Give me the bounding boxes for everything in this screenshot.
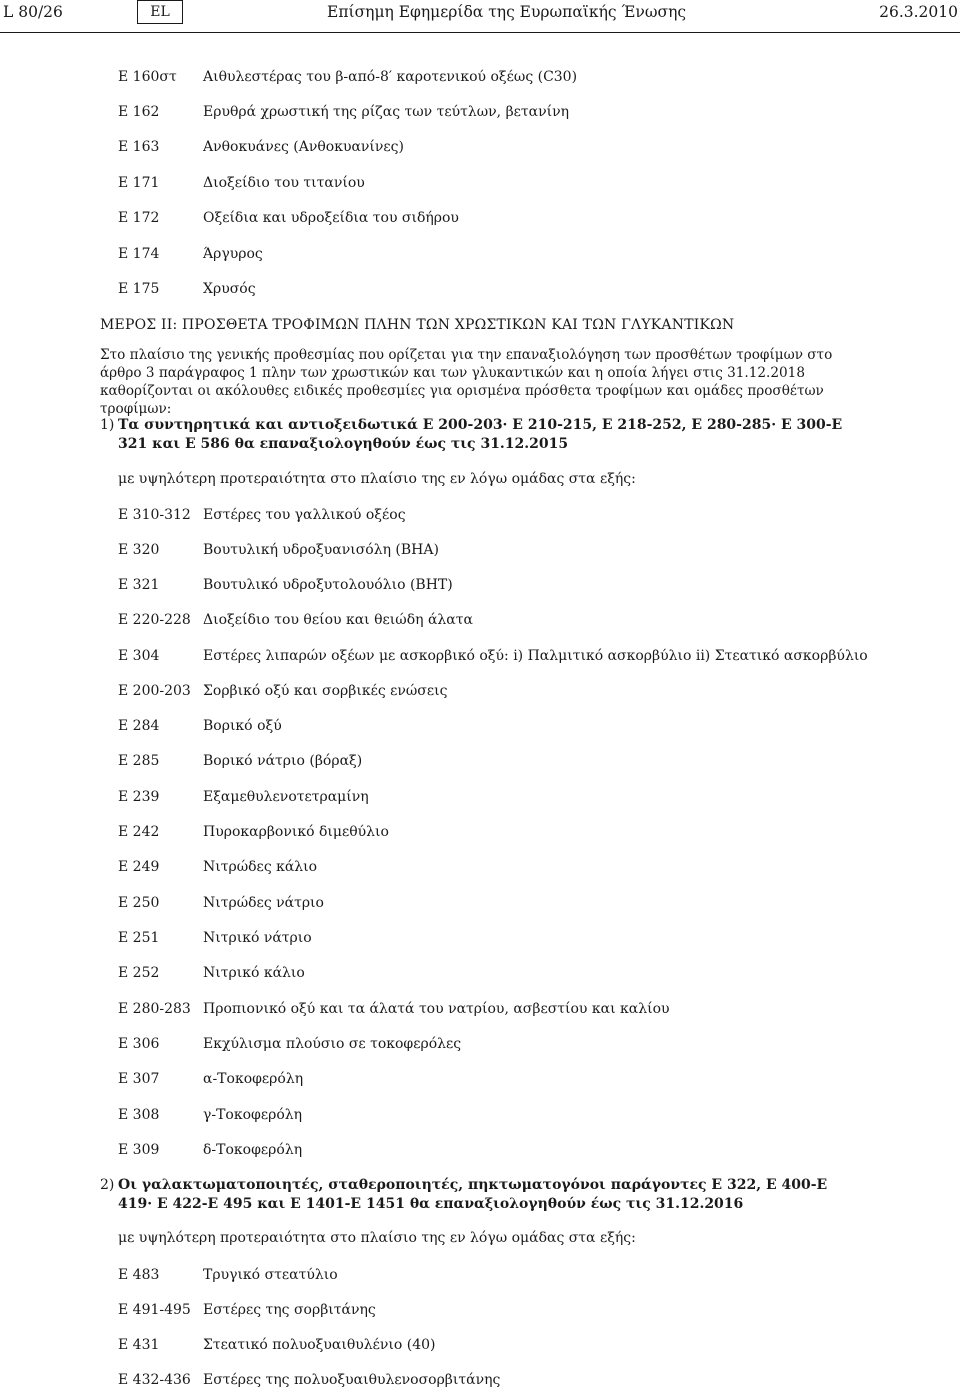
- priority-note: με υψηλότερη προτεραιότητα στο πλαίσιο της εν λόγω ομάδας στα εξής:: [118, 471, 636, 487]
- item-text: Τα συντηρητικά και αντιοξειδωτικά E 200-203· E 210-215, E 218-252, E 280-285· E 300-E 321 και E 586 θα επαναξιολογηθούν έως τις 31.12.2015: [118, 417, 843, 452]
- publication-date: 26.3.2010: [879, 3, 958, 21]
- additive-name: Εστέρες λιπαρών οξέων με ασκορβικό οξύ: i) Παλμιτικό ασκορβύλιο ii) Στεατικό ασκορβύλιο: [203, 648, 868, 664]
- additive-name: Ερυθρά χρωστική της ρίζας των τεύτλων, βετανίνη: [203, 104, 570, 120]
- additive-code: E 321: [118, 577, 160, 593]
- additive-name: δ-Τοκοφερόλη: [203, 1142, 303, 1158]
- additive-code: E 306: [118, 1036, 160, 1052]
- additive-code: E 491-495: [118, 1302, 191, 1318]
- additive-name: Τρυγικό στεατύλιο: [203, 1267, 338, 1283]
- additive-code: E 432-436: [118, 1372, 191, 1388]
- additive-code: E 285: [118, 753, 160, 769]
- additive-code: E 239: [118, 789, 160, 805]
- additive-name: Νιτρικό νάτριο: [203, 930, 312, 946]
- additive-name: α-Τοκοφερόλη: [203, 1071, 304, 1087]
- additive-code: E 310-312: [118, 507, 191, 523]
- item-number: 1): [100, 417, 115, 433]
- additive-code: E 483: [118, 1267, 160, 1283]
- additive-code: E 308: [118, 1107, 160, 1123]
- header-rule: [0, 32, 960, 33]
- additive-code: E 242: [118, 824, 160, 840]
- additive-code: E 320: [118, 542, 160, 558]
- additive-code: E 220-228: [118, 612, 191, 628]
- item-text: Οι γαλακτωματοποιητές, σταθεροποιητές, πηκτωματογόνοι παράγοντες E 322, E 400-E 419· E 422-E 495 και E 1401-E 1451 θα επαναξιολογηθούν έως τις 31.12.2016: [118, 1177, 828, 1212]
- additive-code: E 175: [118, 281, 160, 297]
- item-number: 2): [100, 1177, 115, 1193]
- additive-code: E 160στ: [118, 69, 177, 85]
- priority-note: με υψηλότερη προτεραιότητα στο πλαίσιο της εν λόγω ομάδας στα εξής:: [118, 1230, 636, 1246]
- additive-code: E 172: [118, 210, 160, 226]
- additive-code: E 251: [118, 930, 160, 946]
- additive-name: Στεατικό πολυοξυαιθυλένιο (40): [203, 1337, 436, 1353]
- additive-name: Διοξείδιο του θείου και θειώδη άλατα: [203, 612, 473, 628]
- additive-name: Βορικό νάτριο (βόραξ): [203, 753, 363, 769]
- additive-code: E 284: [118, 718, 160, 734]
- additive-code: E 304: [118, 648, 160, 664]
- page-header: [0, 0, 960, 28]
- additive-name: Βουτυλικό υδροξυτολουόλιο (BHT): [203, 577, 453, 593]
- additive-code: E 163: [118, 139, 160, 155]
- additive-code: E 249: [118, 859, 160, 875]
- language-badge: EL: [137, 0, 183, 24]
- additive-name: Χρυσός: [203, 281, 256, 297]
- additive-name: Σορβικό οξύ και σορβικές ενώσεις: [203, 683, 448, 699]
- additive-name: Εξαμεθυλενοτετραμίνη: [203, 789, 369, 805]
- additive-name: Βορικό οξύ: [203, 718, 282, 734]
- additive-name: γ-Τοκοφερόλη: [203, 1107, 303, 1123]
- additive-code: E 174: [118, 246, 160, 262]
- additive-code: E 307: [118, 1071, 160, 1087]
- additive-name: Εστέρες της πολυοξυαιθυλενοσορβιτάνης: [203, 1372, 501, 1388]
- additive-name: Προπιονικό οξύ και τα άλατά του νατρίου, ασβεστίου και καλίου: [203, 1001, 670, 1017]
- additive-name: Νιτρώδες νάτριο: [203, 895, 324, 911]
- additive-code: E 252: [118, 965, 160, 981]
- additive-name: Εκχύλισμα πλούσιο σε τοκοφερόλες: [203, 1036, 462, 1052]
- additive-name: Διοξείδιο του τιτανίου: [203, 175, 365, 191]
- additive-name: Οξείδια και υδροξείδια του σιδήρου: [203, 210, 459, 226]
- additive-name: Πυροκαρβονικό διμεθύλιο: [203, 824, 389, 840]
- additive-code: E 162: [118, 104, 160, 120]
- journal-title: Επίσημη Εφημερίδα της Ευρωπαϊκής Ένωσης: [327, 3, 687, 21]
- additive-name: Βουτυλική υδροξυανισόλη (BHA): [203, 542, 439, 558]
- additive-code: E 250: [118, 895, 160, 911]
- additive-code: E 200-203: [118, 683, 191, 699]
- additive-name: Νιτρώδες κάλιο: [203, 859, 318, 875]
- part-title: ΜΕΡΟΣ ΙΙ: ΠΡΟΣΘΕΤΑ ΤΡΟΦΙΜΩΝ ΠΛΗΝ ΤΩΝ ΧΡΩΣΤΙΚΩΝ ΚΑΙ ΤΩΝ ΓΛΥΚΑΝΤΙΚΩΝ: [100, 317, 735, 333]
- page-reference: L 80/26: [3, 3, 63, 21]
- additive-code: E 431: [118, 1337, 160, 1353]
- additive-name: Εστέρες του γαλλικού οξέος: [203, 507, 406, 523]
- additive-name: Άργυρος: [203, 246, 263, 262]
- additive-name: Νιτρικό κάλιο: [203, 965, 305, 981]
- additive-name: Αιθυλεστέρας του β-από-8′ καροτενικού οξέως (C30): [203, 69, 578, 85]
- additive-code: E 171: [118, 175, 160, 191]
- additive-name: Ανθοκυάνες (Ανθοκυανίνες): [203, 139, 404, 155]
- additive-code: E 309: [118, 1142, 160, 1158]
- additive-name: Εστέρες της σορβιτάνης: [203, 1302, 376, 1318]
- additive-code: E 280-283: [118, 1001, 191, 1017]
- intro-paragraph: Στο πλαίσιο της γενικής προθεσμίας που ορίζεται για την επαναξιολόγηση των προσθέτων τροφίμων στο άρθρο 3 παράγραφος 1 πλην των χρωστικών και των γλυκαντικών και η οποία λήγει στις 31.12.2018 καθορίζονται οι ακόλουθες ειδικές προθεσμίες για ορισμένα πρόσθετα τροφίμων και ομάδες προσθέτων τροφίμων:: [100, 347, 833, 417]
